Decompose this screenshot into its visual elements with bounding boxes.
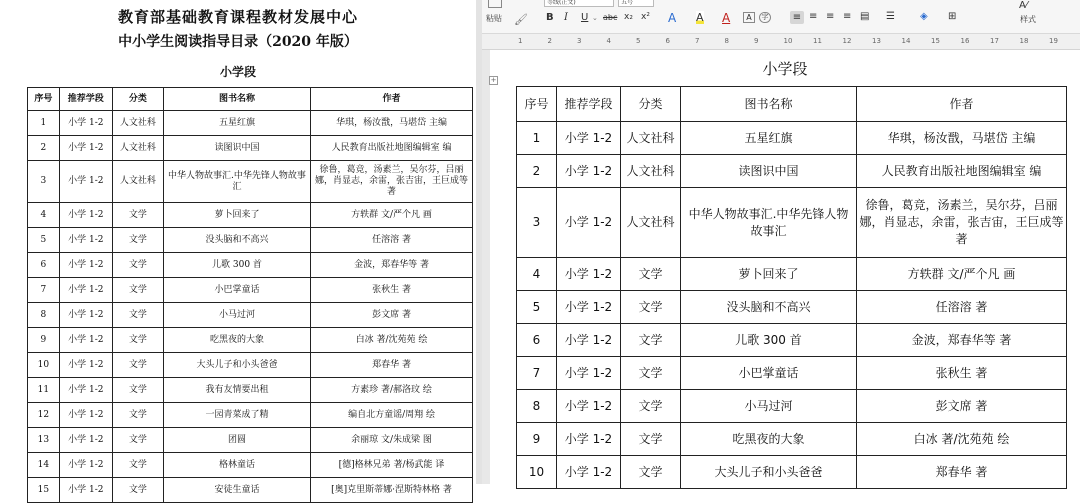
table-cell: 儿歌 300 首: [163, 253, 310, 278]
table-row: [28, 111, 473, 136]
table-cell: 读图识中国: [163, 136, 310, 161]
format-painter-icon[interactable]: 🖌: [514, 13, 528, 26]
table-cell: 张秋生 著: [857, 357, 1067, 390]
table-cell: 9: [517, 423, 557, 456]
book-table: [27, 87, 473, 503]
document-title: 教育部基础教育课程教材发展中心: [117, 8, 358, 26]
table-cell: 张秋生 著: [311, 278, 473, 303]
table-cell: 吃黑夜的大象: [163, 328, 310, 353]
table-row: [28, 453, 473, 478]
table-cell: 文学: [621, 357, 681, 390]
table-cell: 10: [28, 353, 60, 378]
table-cell: 7: [517, 357, 557, 390]
table-cell: 文学: [112, 453, 163, 478]
ruler-tick: 17: [990, 37, 999, 45]
font-color-button[interactable]: A: [722, 11, 731, 25]
table-row: [28, 228, 473, 253]
table-cell: 小学 1-2: [59, 478, 112, 503]
table-cell: 文学: [112, 228, 163, 253]
font-name-select[interactable]: 等线(正文): [544, 0, 614, 7]
ribbon-toolbar: [482, 0, 1080, 34]
table-row: [28, 428, 473, 453]
ruler-tick: 16: [960, 37, 970, 45]
table-cell: 小学 1-2: [557, 122, 621, 155]
pdf-page: [0, 0, 476, 495]
ruler-tick: 11: [813, 37, 822, 45]
table-cell: 彭文席 著: [857, 390, 1067, 423]
ruler-tick: 9: [754, 37, 759, 45]
table-cell: 小学 1-2: [557, 155, 621, 188]
column-header: 图书名称: [681, 87, 857, 122]
table-cell: 文学: [621, 291, 681, 324]
table-cell: 小学 1-2: [59, 161, 112, 203]
bold-button[interactable]: B: [546, 12, 554, 23]
table-cell: 3: [517, 188, 557, 258]
table-cell: 文学: [112, 303, 163, 328]
table-row: [28, 353, 473, 378]
table-cell: 没头脑和不高兴: [163, 228, 310, 253]
table-cell: 编自北方童谣/周翔 绘: [311, 403, 473, 428]
table-row: [517, 423, 1067, 456]
italic-button[interactable]: I: [564, 12, 568, 23]
table-row: [517, 155, 1067, 188]
table-cell: 11: [28, 378, 60, 403]
table-cell: 小学 1-2: [59, 328, 112, 353]
document-subtitle: 中小学生阅读指导目录（2020 年版）: [118, 34, 358, 50]
table-cell: 文学: [112, 278, 163, 303]
column-header: 推荐学段: [557, 87, 621, 122]
column-header: 分类: [621, 87, 681, 122]
ruler-tick: 6: [665, 37, 670, 45]
strikethrough-button[interactable]: abc: [603, 13, 618, 22]
table-row: [517, 357, 1067, 390]
table-cell: 五星红旗: [681, 122, 857, 155]
ruler-tick: 1: [518, 37, 523, 45]
align-right-icon[interactable]: ≡: [826, 11, 835, 22]
table-cell: 小学 1-2: [59, 203, 112, 228]
table-cell: 白冰 著/沈苑苑 绘: [311, 328, 473, 353]
line-spacing-icon[interactable]: ☰: [886, 11, 895, 22]
table-cell: 文学: [621, 258, 681, 291]
table-cell: 文学: [621, 390, 681, 423]
table-cell: 小学 1-2: [557, 390, 621, 423]
table-cell: 郑春华 著: [311, 353, 473, 378]
table-move-handle-icon[interactable]: +: [490, 76, 497, 84]
table-cell: 10: [517, 456, 557, 489]
table-cell: 文学: [621, 423, 681, 456]
table-cell: 人民教育出版社地图编辑室 编: [857, 155, 1067, 188]
ruler-tick: 7: [695, 37, 700, 45]
table-cell: 5: [28, 228, 60, 253]
table-cell: 5: [517, 291, 557, 324]
document-page[interactable]: [490, 50, 1080, 484]
table-cell: 儿歌 300 首: [681, 324, 857, 357]
justify-icon[interactable]: ≡: [843, 11, 852, 22]
table-row: [28, 203, 473, 228]
ruler-tick: 4: [606, 37, 611, 45]
table-cell: 小学 1-2: [557, 188, 621, 258]
table-cell: 我有友情要出租: [163, 378, 310, 403]
ruler-tick: 3: [577, 37, 582, 45]
table-cell: 大头儿子和小头爸爸: [163, 353, 310, 378]
table-cell: 文学: [112, 378, 163, 403]
table-cell: 读图识中国: [681, 155, 857, 188]
table-cell: 徐鲁，葛竞，汤素兰，吴尔芬，吕丽娜，肖显志，余雷，张吉宙，王巨成等 著: [311, 161, 473, 203]
table-cell: 文学: [112, 203, 163, 228]
table-cell: 小马过河: [163, 303, 310, 328]
borders-icon[interactable]: ⊞: [948, 11, 957, 22]
table-row: [517, 258, 1067, 291]
table-cell: 小巴掌童话: [681, 357, 857, 390]
table-cell: 方轶群 文/严个凡 画: [857, 258, 1067, 291]
table-cell: 小学 1-2: [59, 228, 112, 253]
table-row: [517, 291, 1067, 324]
table-row: [28, 161, 473, 203]
table-cell: 人文社科: [112, 111, 163, 136]
table-row: [28, 303, 473, 328]
column-header: 分类: [112, 88, 163, 111]
table-cell: 人文社科: [621, 188, 681, 258]
table-cell: 人民教育出版社地图编辑室 编: [311, 136, 473, 161]
table-cell: 小学 1-2: [557, 456, 621, 489]
table-cell: 小学 1-2: [59, 378, 112, 403]
table-cell: 7: [28, 278, 60, 303]
table-cell: 彭文席 著: [311, 303, 473, 328]
table-cell: 小巴掌童话: [163, 278, 310, 303]
underline-button[interactable]: U: [581, 12, 589, 23]
table-row: [517, 122, 1067, 155]
table-cell: 文学: [112, 478, 163, 503]
table-cell: 文学: [112, 328, 163, 353]
table-cell: 徐鲁，葛竞，汤素兰，吴尔芬，吕丽娜，肖显志，余雷，张吉宙，王巨成等 著: [857, 188, 1067, 258]
table-cell: 文学: [112, 428, 163, 453]
table-row: [28, 478, 473, 503]
table-cell: 12: [28, 403, 60, 428]
subscript-button[interactable]: x₂: [624, 12, 633, 22]
column-header: 序号: [517, 87, 557, 122]
table-cell: 8: [28, 303, 60, 328]
table-cell: 2: [28, 136, 60, 161]
column-header: 作者: [857, 87, 1067, 122]
table-cell: 小马过河: [681, 390, 857, 423]
table-cell: 五星红旗: [163, 111, 310, 136]
table-cell: 1: [517, 122, 557, 155]
table-cell: 任溶溶 著: [857, 291, 1067, 324]
ruler-tick: 12: [842, 37, 852, 45]
table-cell: 萝卜回来了: [681, 258, 857, 291]
table-cell: 吃黑夜的大象: [681, 423, 857, 456]
section-heading: 小学段: [762, 60, 808, 78]
superscript-button[interactable]: x²: [641, 12, 650, 22]
table-row: [517, 390, 1067, 423]
table-cell: 1: [28, 111, 60, 136]
text-effect-button[interactable]: A: [668, 11, 677, 25]
table-cell: 小学 1-2: [59, 253, 112, 278]
table-cell: 14: [28, 453, 60, 478]
table-cell: 团圆: [163, 428, 310, 453]
table-cell: 人文社科: [621, 155, 681, 188]
table-cell: 小学 1-2: [59, 136, 112, 161]
table-cell: [奥]克里斯蒂娜·涅斯特林格 著: [311, 478, 473, 503]
align-center-icon[interactable]: ≡: [809, 11, 818, 22]
table-cell: 4: [517, 258, 557, 291]
table-cell: 文学: [621, 456, 681, 489]
table-cell: 3: [28, 161, 60, 203]
table-cell: 小学 1-2: [59, 403, 112, 428]
table-cell: 郑春华 著: [857, 456, 1067, 489]
table-cell: 6: [28, 253, 60, 278]
table-cell: 小学 1-2: [59, 353, 112, 378]
table-cell: 一园青菜成了精: [163, 403, 310, 428]
table-row: [28, 328, 473, 353]
table-row: [28, 253, 473, 278]
paste-icon[interactable]: [488, 0, 502, 8]
column-header: 推荐学段: [59, 88, 112, 111]
table-cell: 方素珍 著/郝洛玟 绘: [311, 378, 473, 403]
column-header: 序号: [28, 88, 60, 111]
table-cell: 文学: [112, 403, 163, 428]
table-cell: 15: [28, 478, 60, 503]
table-cell: 文学: [112, 353, 163, 378]
enclose-character-icon[interactable]: 字: [759, 12, 771, 23]
table-cell: 2: [517, 155, 557, 188]
table-cell: 方轶群 文/严个凡 画: [311, 203, 473, 228]
table-cell: 人文社科: [112, 136, 163, 161]
table-cell: 4: [28, 203, 60, 228]
table-cell: 文学: [621, 324, 681, 357]
table-row: [28, 403, 473, 428]
table-cell: 华琪，杨汝戬，马堪岱 主编: [857, 122, 1067, 155]
highlight-button[interactable]: A: [696, 11, 704, 24]
ruler-tick: 10: [783, 37, 793, 45]
underline-dropdown-icon[interactable]: ⌄: [592, 14, 598, 22]
table-cell: 小学 1-2: [557, 324, 621, 357]
table-cell: 小学 1-2: [59, 278, 112, 303]
ruler-tick: 13: [872, 37, 881, 45]
table-cell: 小学 1-2: [557, 423, 621, 456]
table-cell: 金波，郑春华等 著: [857, 324, 1067, 357]
table-header-row: [28, 88, 473, 111]
table-cell: 小学 1-2: [557, 357, 621, 390]
table-cell: 13: [28, 428, 60, 453]
table-row: [28, 136, 473, 161]
table-cell: 小学 1-2: [557, 291, 621, 324]
table-cell: 小学 1-2: [557, 258, 621, 291]
table-cell: 白冰 著/沈苑苑 绘: [857, 423, 1067, 456]
table-cell: 人文社科: [621, 122, 681, 155]
table-cell: 人文社科: [112, 161, 163, 203]
table-cell: 余丽琼 文/朱成梁 图: [311, 428, 473, 453]
table-row: [28, 378, 473, 403]
table-cell: 小学 1-2: [59, 453, 112, 478]
table-cell: 大头儿子和小头爸爸: [681, 456, 857, 489]
table-cell: 8: [517, 390, 557, 423]
table-cell: 任溶溶 著: [311, 228, 473, 253]
styles-pane-icon[interactable]: A⁄: [1019, 0, 1028, 11]
table-cell: 安徒生童话: [163, 478, 310, 503]
ruler-tick: 14: [901, 37, 911, 45]
ruler-tick: 18: [1019, 37, 1029, 45]
align-left-icon[interactable]: ≡: [790, 11, 804, 24]
section-heading: 小学段: [219, 65, 256, 79]
ruler-tick: 19: [1049, 37, 1058, 45]
table-cell: 金波，郑春华等 著: [311, 253, 473, 278]
distributed-icon[interactable]: ▤: [860, 11, 870, 22]
table-header-row: [517, 87, 1067, 122]
table-cell: 文学: [112, 253, 163, 278]
table-cell: 9: [28, 328, 60, 353]
column-header: 作者: [311, 88, 473, 111]
ruler-tick: 5: [636, 37, 641, 45]
table-cell: 格林童话: [163, 453, 310, 478]
styles-label[interactable]: 样式: [1020, 15, 1036, 24]
table-cell: 中华人物故事汇.中华先锋人物故事汇: [681, 188, 857, 258]
table-cell: 没头脑和不高兴: [681, 291, 857, 324]
editable-book-table[interactable]: [516, 86, 1067, 489]
table-row: [517, 324, 1067, 357]
table-cell: 小学 1-2: [59, 428, 112, 453]
paste-button-label[interactable]: 粘贴: [486, 14, 502, 23]
font-size-select[interactable]: 五号: [618, 0, 654, 7]
table-cell: 6: [517, 324, 557, 357]
table-row: [517, 188, 1067, 258]
word-editor: [482, 0, 1080, 484]
table-cell: 小学 1-2: [59, 111, 112, 136]
character-shading-icon[interactable]: A: [743, 12, 755, 23]
table-cell: 华琪，杨汝戬，马堪岱 主编: [311, 111, 473, 136]
horizontal-ruler[interactable]: [482, 34, 1080, 50]
ruler-tick: 15: [931, 37, 940, 45]
table-row: [28, 278, 473, 303]
ruler-tick: 8: [724, 37, 729, 45]
ruler-tick: 2: [547, 37, 552, 45]
table-cell: [德]格林兄弟 著/杨武能 译: [311, 453, 473, 478]
table-cell: 小学 1-2: [59, 303, 112, 328]
paragraph-shading-icon[interactable]: ◈: [920, 11, 928, 22]
table-row: [517, 456, 1067, 489]
table-cell: 中华人物故事汇.中华先锋人物故事汇: [163, 161, 310, 203]
table-cell: 萝卜回来了: [163, 203, 310, 228]
column-header: 图书名称: [163, 88, 310, 111]
